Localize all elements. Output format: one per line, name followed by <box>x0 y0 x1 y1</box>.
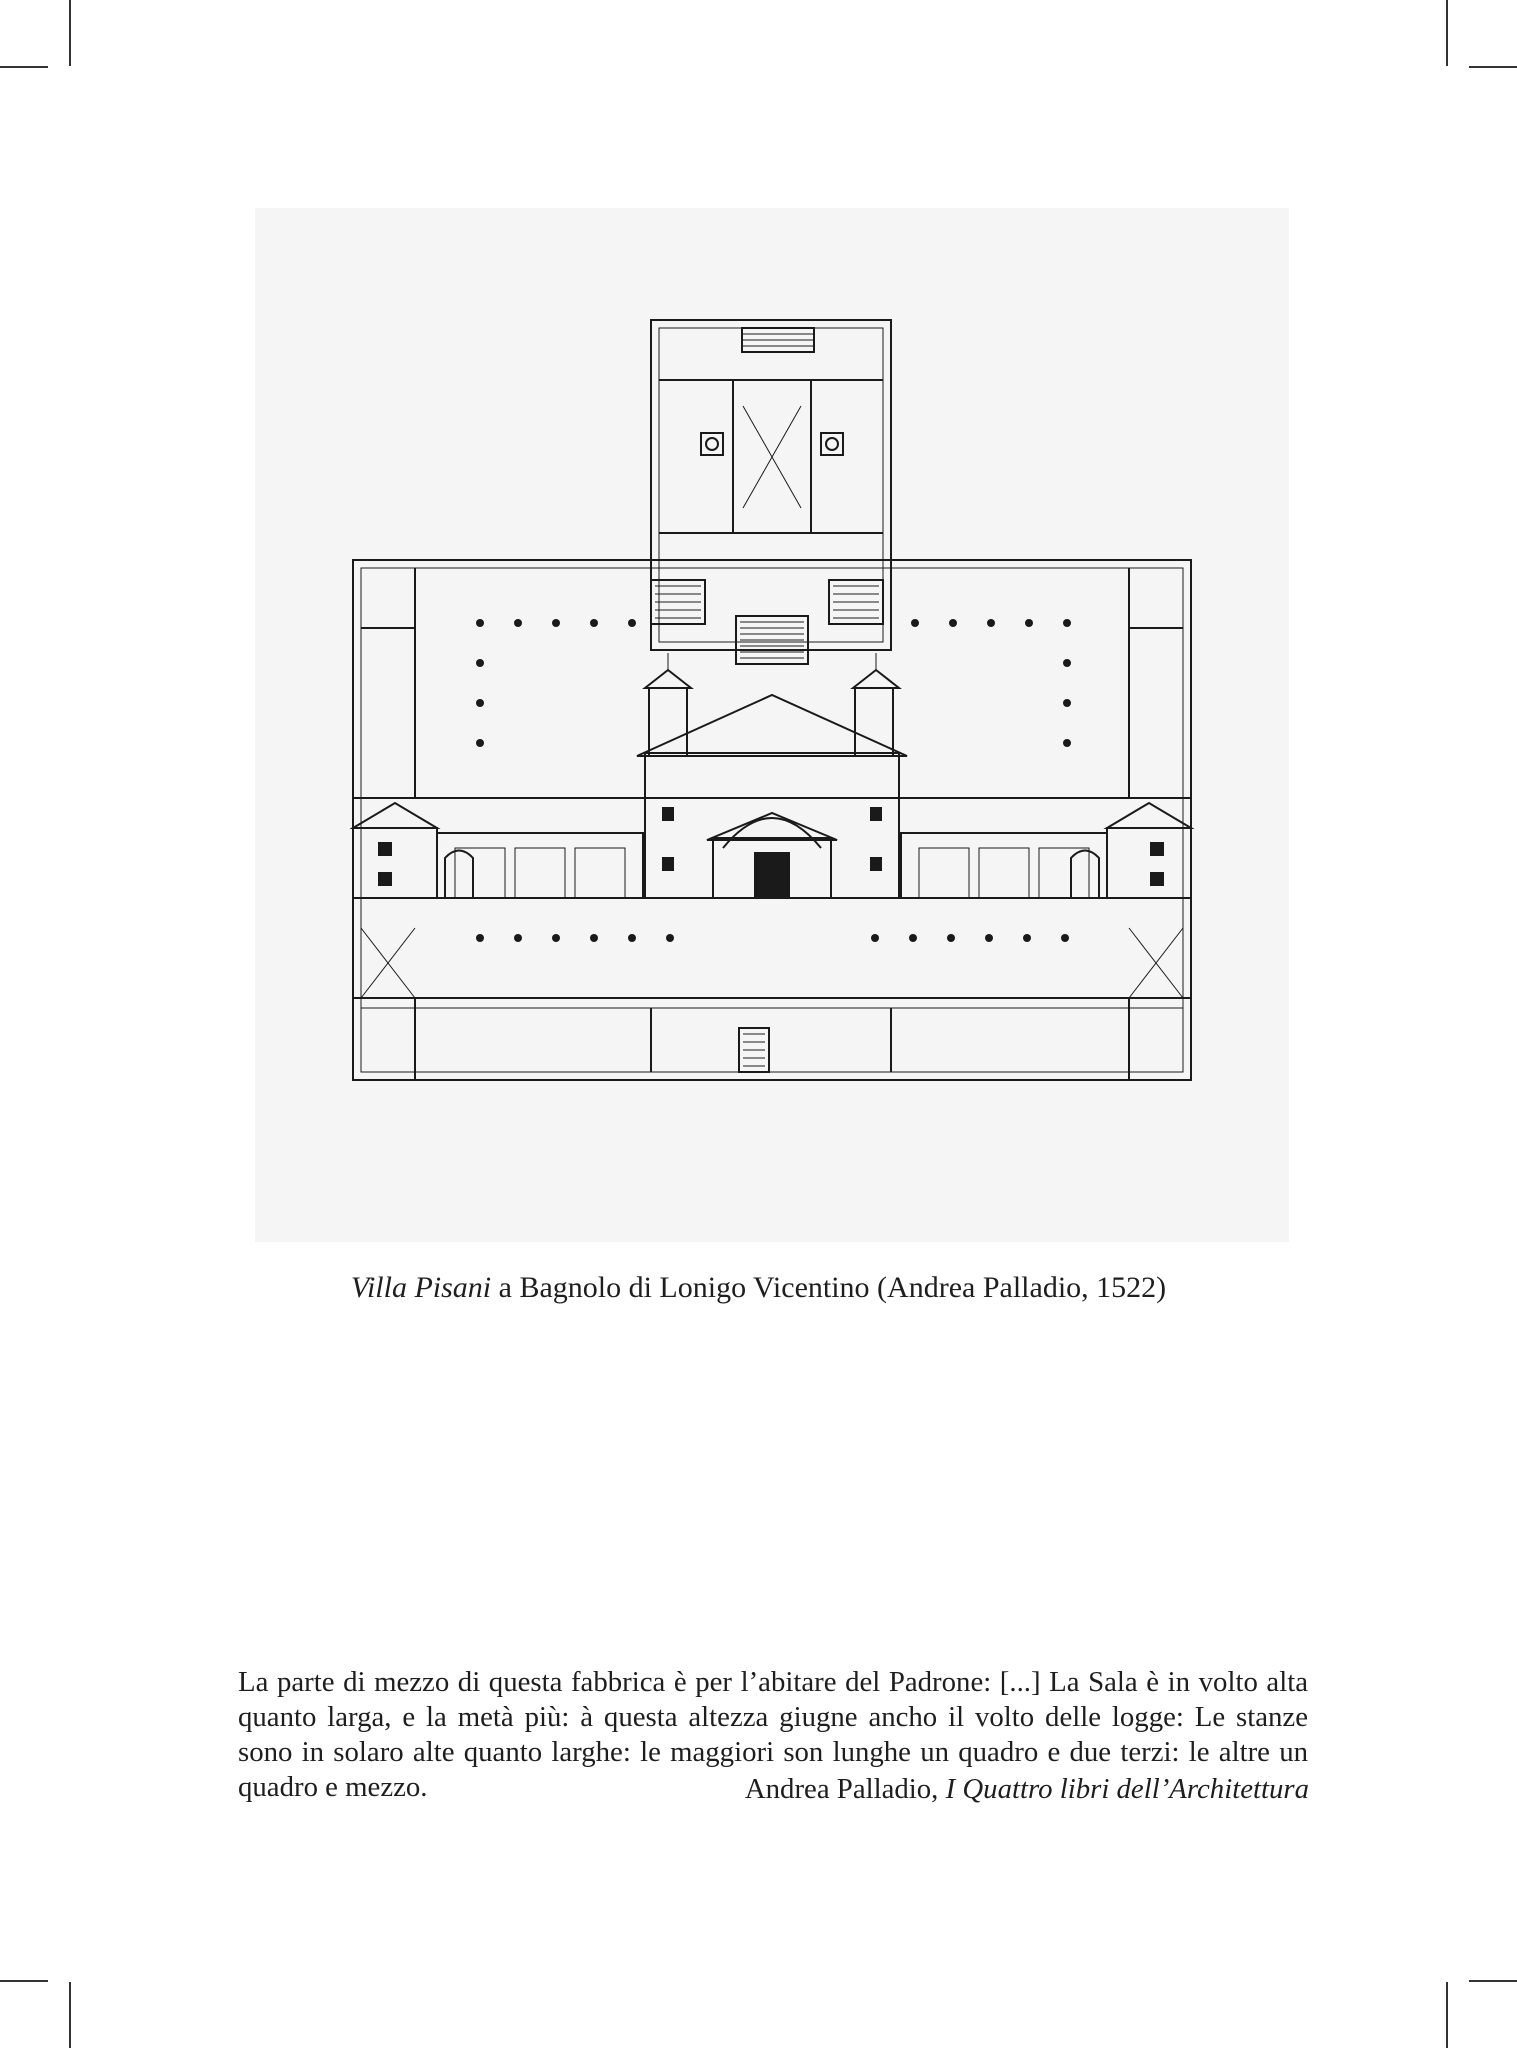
crop-mark <box>0 1980 48 1982</box>
villa-elevation <box>353 653 1191 898</box>
crop-mark <box>69 0 71 66</box>
quote-attribution <box>745 1772 1309 1807</box>
caption-rest: a Bagnolo di Lonigo Vicentino (Andrea Palladio, 1522) <box>491 1271 1167 1304</box>
crop-mark <box>1469 1980 1517 1982</box>
attribution-work: I Quattro libri dell’Architettura <box>945 1773 1309 1805</box>
crop-mark <box>69 1982 71 2048</box>
crop-mark <box>1446 0 1448 66</box>
attribution-author: Andrea Palladio, <box>744 1773 946 1805</box>
figure-caption <box>0 1268 1517 1308</box>
courtyard <box>353 560 1191 1080</box>
villa-drawing <box>255 208 1289 1242</box>
crop-mark <box>1469 66 1517 68</box>
caption-title: Villa Pisani <box>350 1271 492 1304</box>
crop-mark <box>1446 1982 1448 2048</box>
rear-block <box>651 320 891 664</box>
quote-paragraph: La parte di mezzo di questa fabbrica è per l’abitare del Padrone: [...] La Sala è in volto alta quanto larga, e la metà più: à questa altezza giugne ancho il volto delle logge: Le stanze sono in solaro alte quanto larghe: le maggiori son lunghe un quadro e due terzi: le altre un quadro e mezzo. <box>238 1666 1308 1803</box>
crop-mark <box>0 66 48 68</box>
